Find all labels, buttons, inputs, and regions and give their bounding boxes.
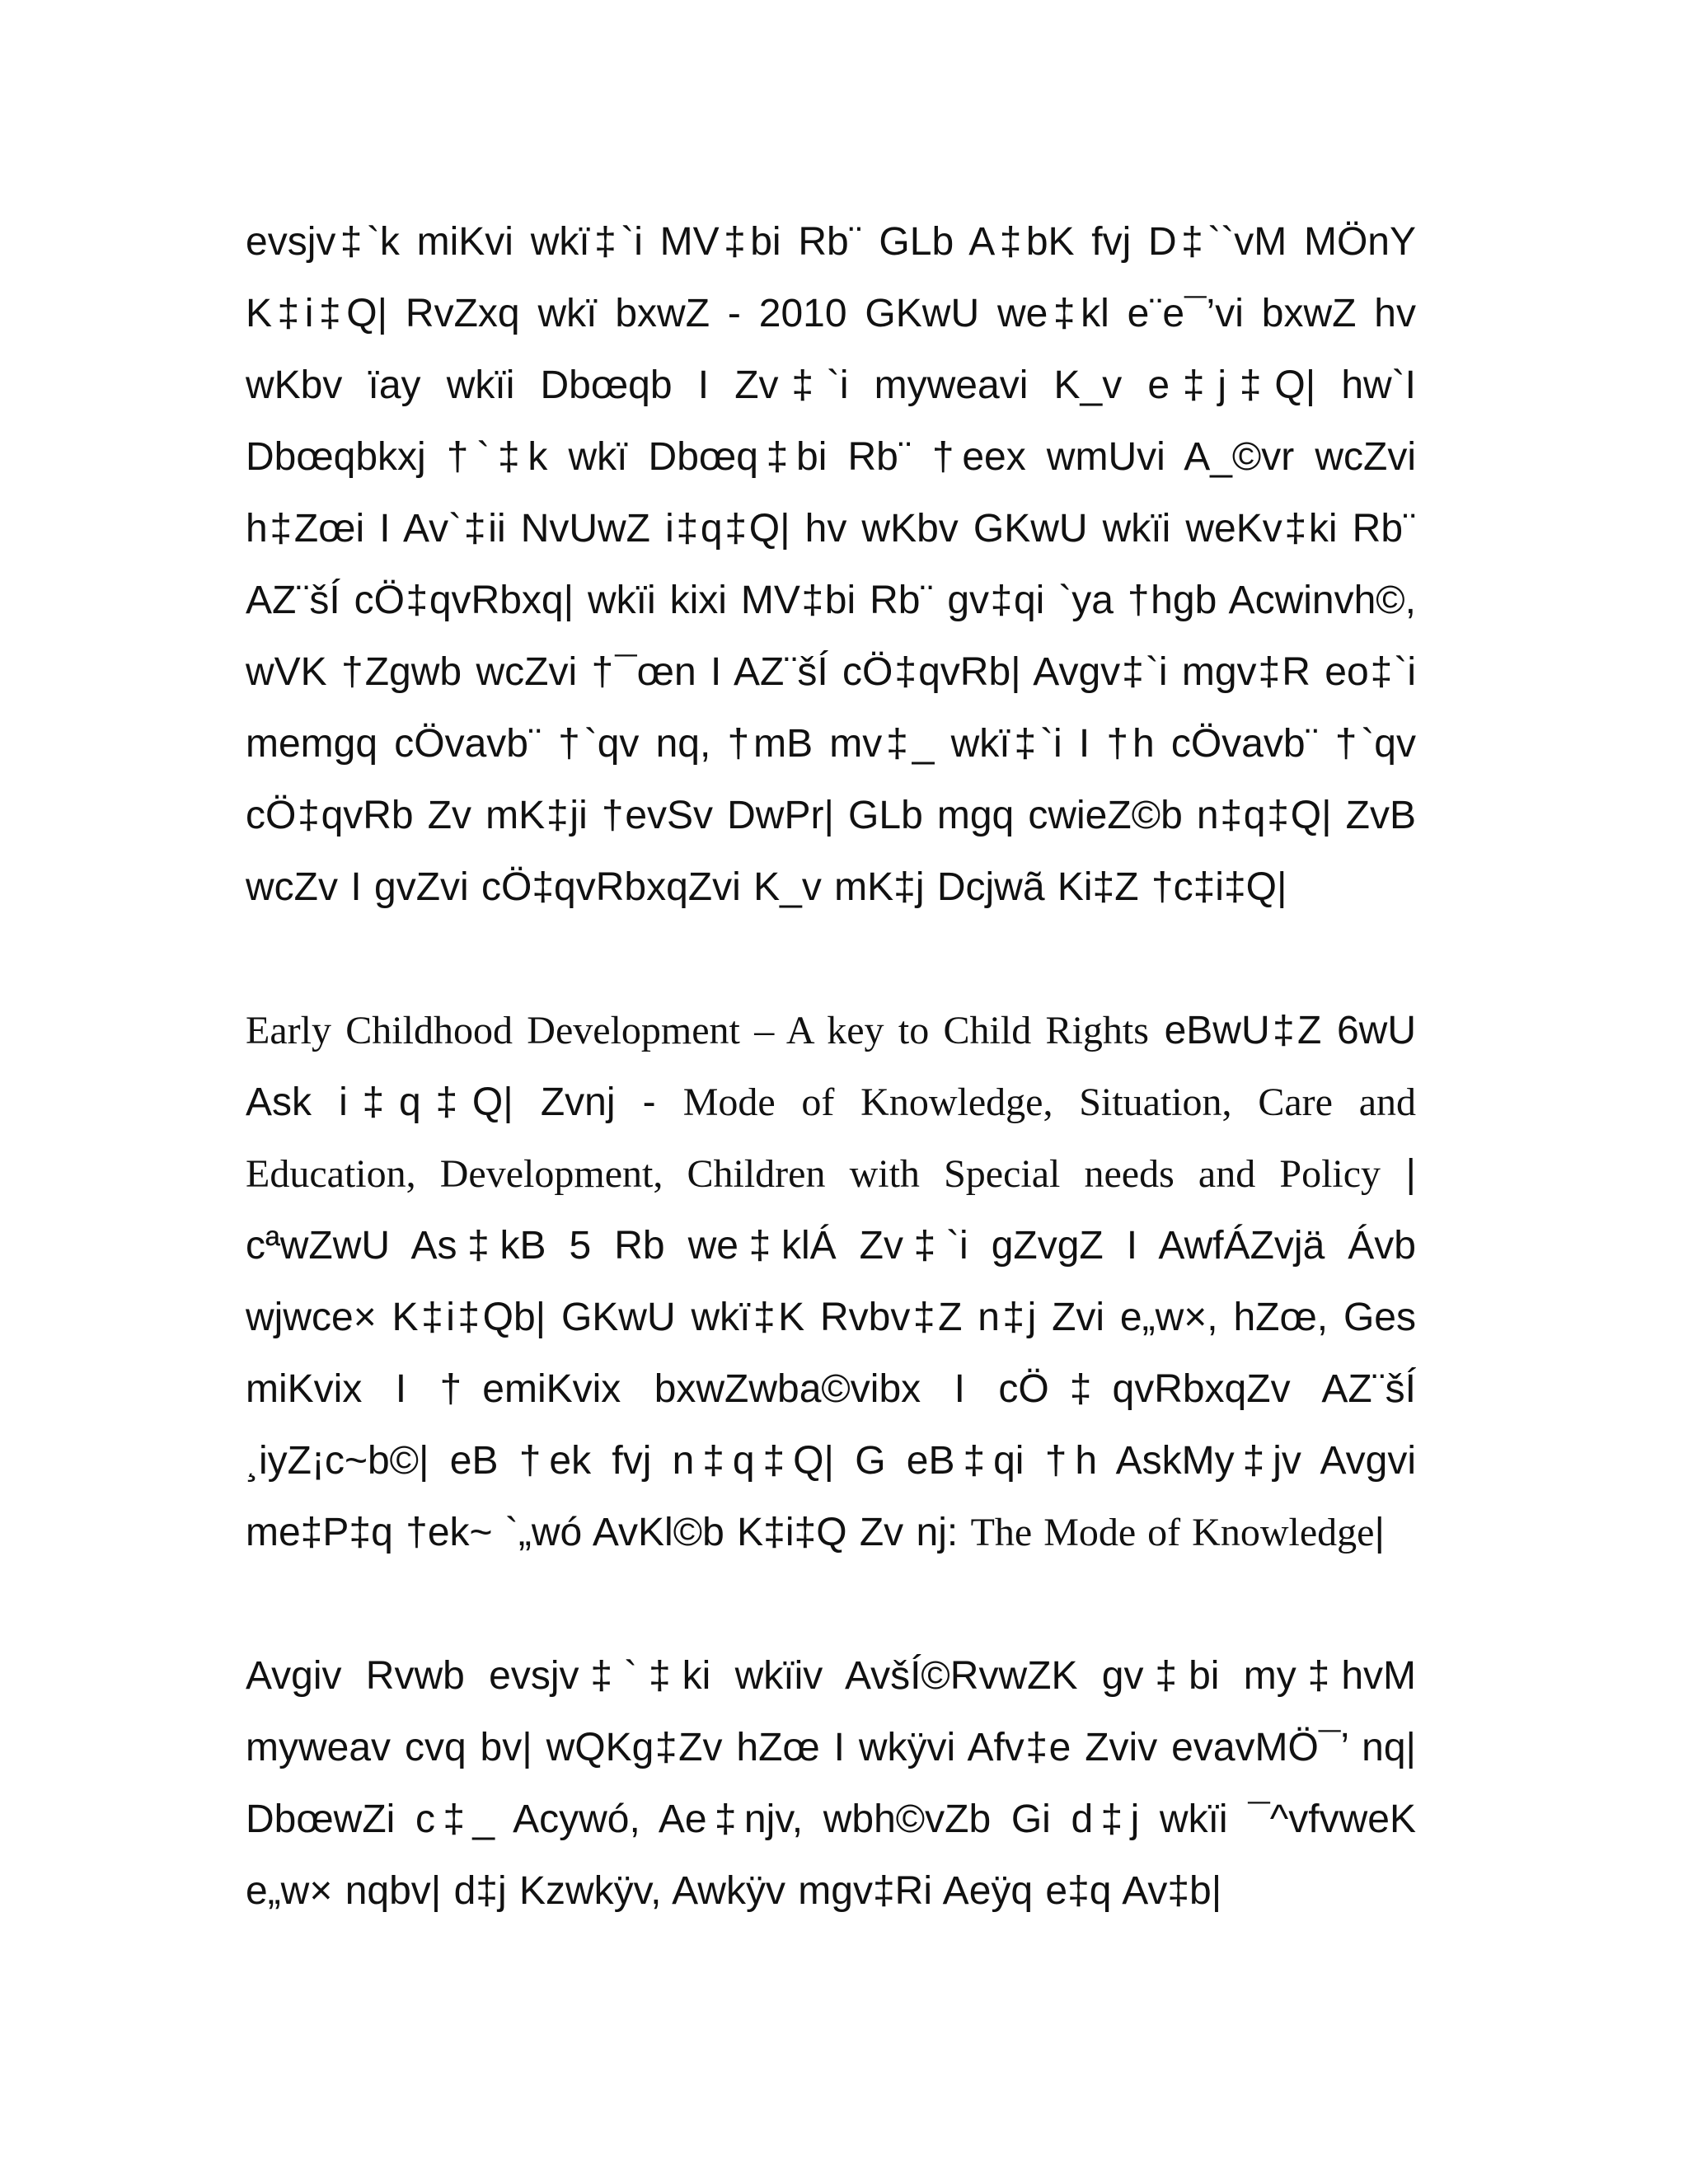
- text-line: [246, 1138, 1416, 1210]
- text-line: AZ¨šÍ cÖ‡qvRbxq| wkïi kixi MV‡bi Rb¨ gv‡qi `ya †hgb Acwinvh©,: [246, 579, 1416, 622]
- text-fragment: eBwU‡Z 6wU: [1164, 1009, 1416, 1052]
- text-line: wjwce× K‡i‡Qb| GKwU wkï‡K Rvbv‡Z n‡j Zvi e„w×, hZœ, Ges: [246, 1296, 1416, 1339]
- paragraph-2: [246, 995, 1416, 1568]
- book-title: Early Childhood Development – A key to Child Rights: [246, 1009, 1149, 1052]
- text-line: wVK †Zgwb wcZvi †¯œn I AZ¨šÍ cÖ‡qvRb| Avgv‡`i mgv‡R eo‡`i: [246, 650, 1416, 694]
- text-line: e„w× nqbv| d‡j Kzwkÿv, Awkÿv mgv‡Ri Aeÿq e‡q Av‡b|: [246, 1869, 1222, 1913]
- text-line: memgq cÖvavb¨ †`qv nq, †mB mv‡_ wkï‡`i I †h cÖvavb¨ †`qv: [246, 722, 1416, 766]
- text-fragment: Ask i‡q‡Q| Zvnj -: [246, 1080, 656, 1124]
- text-line: [246, 1497, 1416, 1568]
- paragraph-1: [246, 206, 1416, 923]
- english-fragment: The Mode of Knowledge: [970, 1511, 1375, 1554]
- text-line: Dbœqbkxj †`‡k wkï Dbœq‡bi Rb¨ †eex wmUvi A_©vr wcZvi: [246, 435, 1416, 479]
- text-line: myweav cvq bv| wQKg‡Zv hZœ I wkÿvi Afv‡e Zviv evavMÖ¯’ nq|: [246, 1726, 1416, 1769]
- text-line: Avgiv Rvwb evsjv‡`‡ki wkïiv AvšÍ©RvwZK gv‡bi my‡hvM: [246, 1654, 1416, 1698]
- english-fragment: Mode of Knowledge, Situation, Care and: [682, 1080, 1416, 1124]
- text-line: [246, 1066, 1416, 1138]
- text-fragment: |: [1405, 1152, 1416, 1196]
- text-fragment: me‡P‡q †ek~ `„wó AvKl©b K‡i‡Q Zv nj:: [246, 1511, 959, 1554]
- text-line: [246, 995, 1416, 1066]
- english-fragment: Education, Development, Children with Special needs and Policy: [246, 1152, 1381, 1196]
- text-line: ¸iyZ¡c~b©| eB †ek fvj n‡q‡Q| G eB‡qi †h AskMy‡jv Avgvi: [246, 1439, 1416, 1483]
- text-line: wcZv I gvZvi cÖ‡qvRbxqZvi K_v mK‡j Dcjwã Ki‡Z †c‡i‡Q|: [246, 865, 1287, 909]
- text-line: h‡Zœi I Av`‡ii NvUwZ i‡q‡Q| hv wKbv GKwU wkïi weKv‡ki Rb¨: [246, 507, 1416, 551]
- text-line: wKbv ïay wkïi Dbœqb I Zv‡`i myweavi K_v e‡j‡Q| hw`I: [246, 363, 1416, 407]
- text-line: K‡i‡Q| RvZxq wkï bxwZ - 2010 GKwU we‡kl e¨e¯’vi bxwZ hv: [246, 292, 1416, 335]
- text-line: cªwZwU As‡kB 5 Rb we‡klÁ Zv‡`i gZvgZ I AwfÁZvjä Ávb: [246, 1224, 1416, 1268]
- text-line: DbœwZi c‡_ Acywó, Ae‡njv, wbh©vZb Gi d‡j wkïi ¯^vfvweK: [246, 1797, 1416, 1841]
- text-line: cÖ‡qvRb Zv mK‡ji †evSv DwPr| GLb mgq cwieZ©b n‡q‡Q| ZvB: [246, 794, 1416, 837]
- text-fragment: |: [1374, 1511, 1385, 1554]
- text-line: miKvix I †emiKvix bxwZwba©vibx I cÖ‡qvRbxqZv AZ¨šÍ: [246, 1367, 1416, 1411]
- text-line: evsjv‡`k miKvi wkï‡`i MV‡bi Rb¨ GLb A‡bK fvj D‡``vM MÖnY: [246, 220, 1416, 264]
- paragraph-3: [246, 1640, 1416, 1927]
